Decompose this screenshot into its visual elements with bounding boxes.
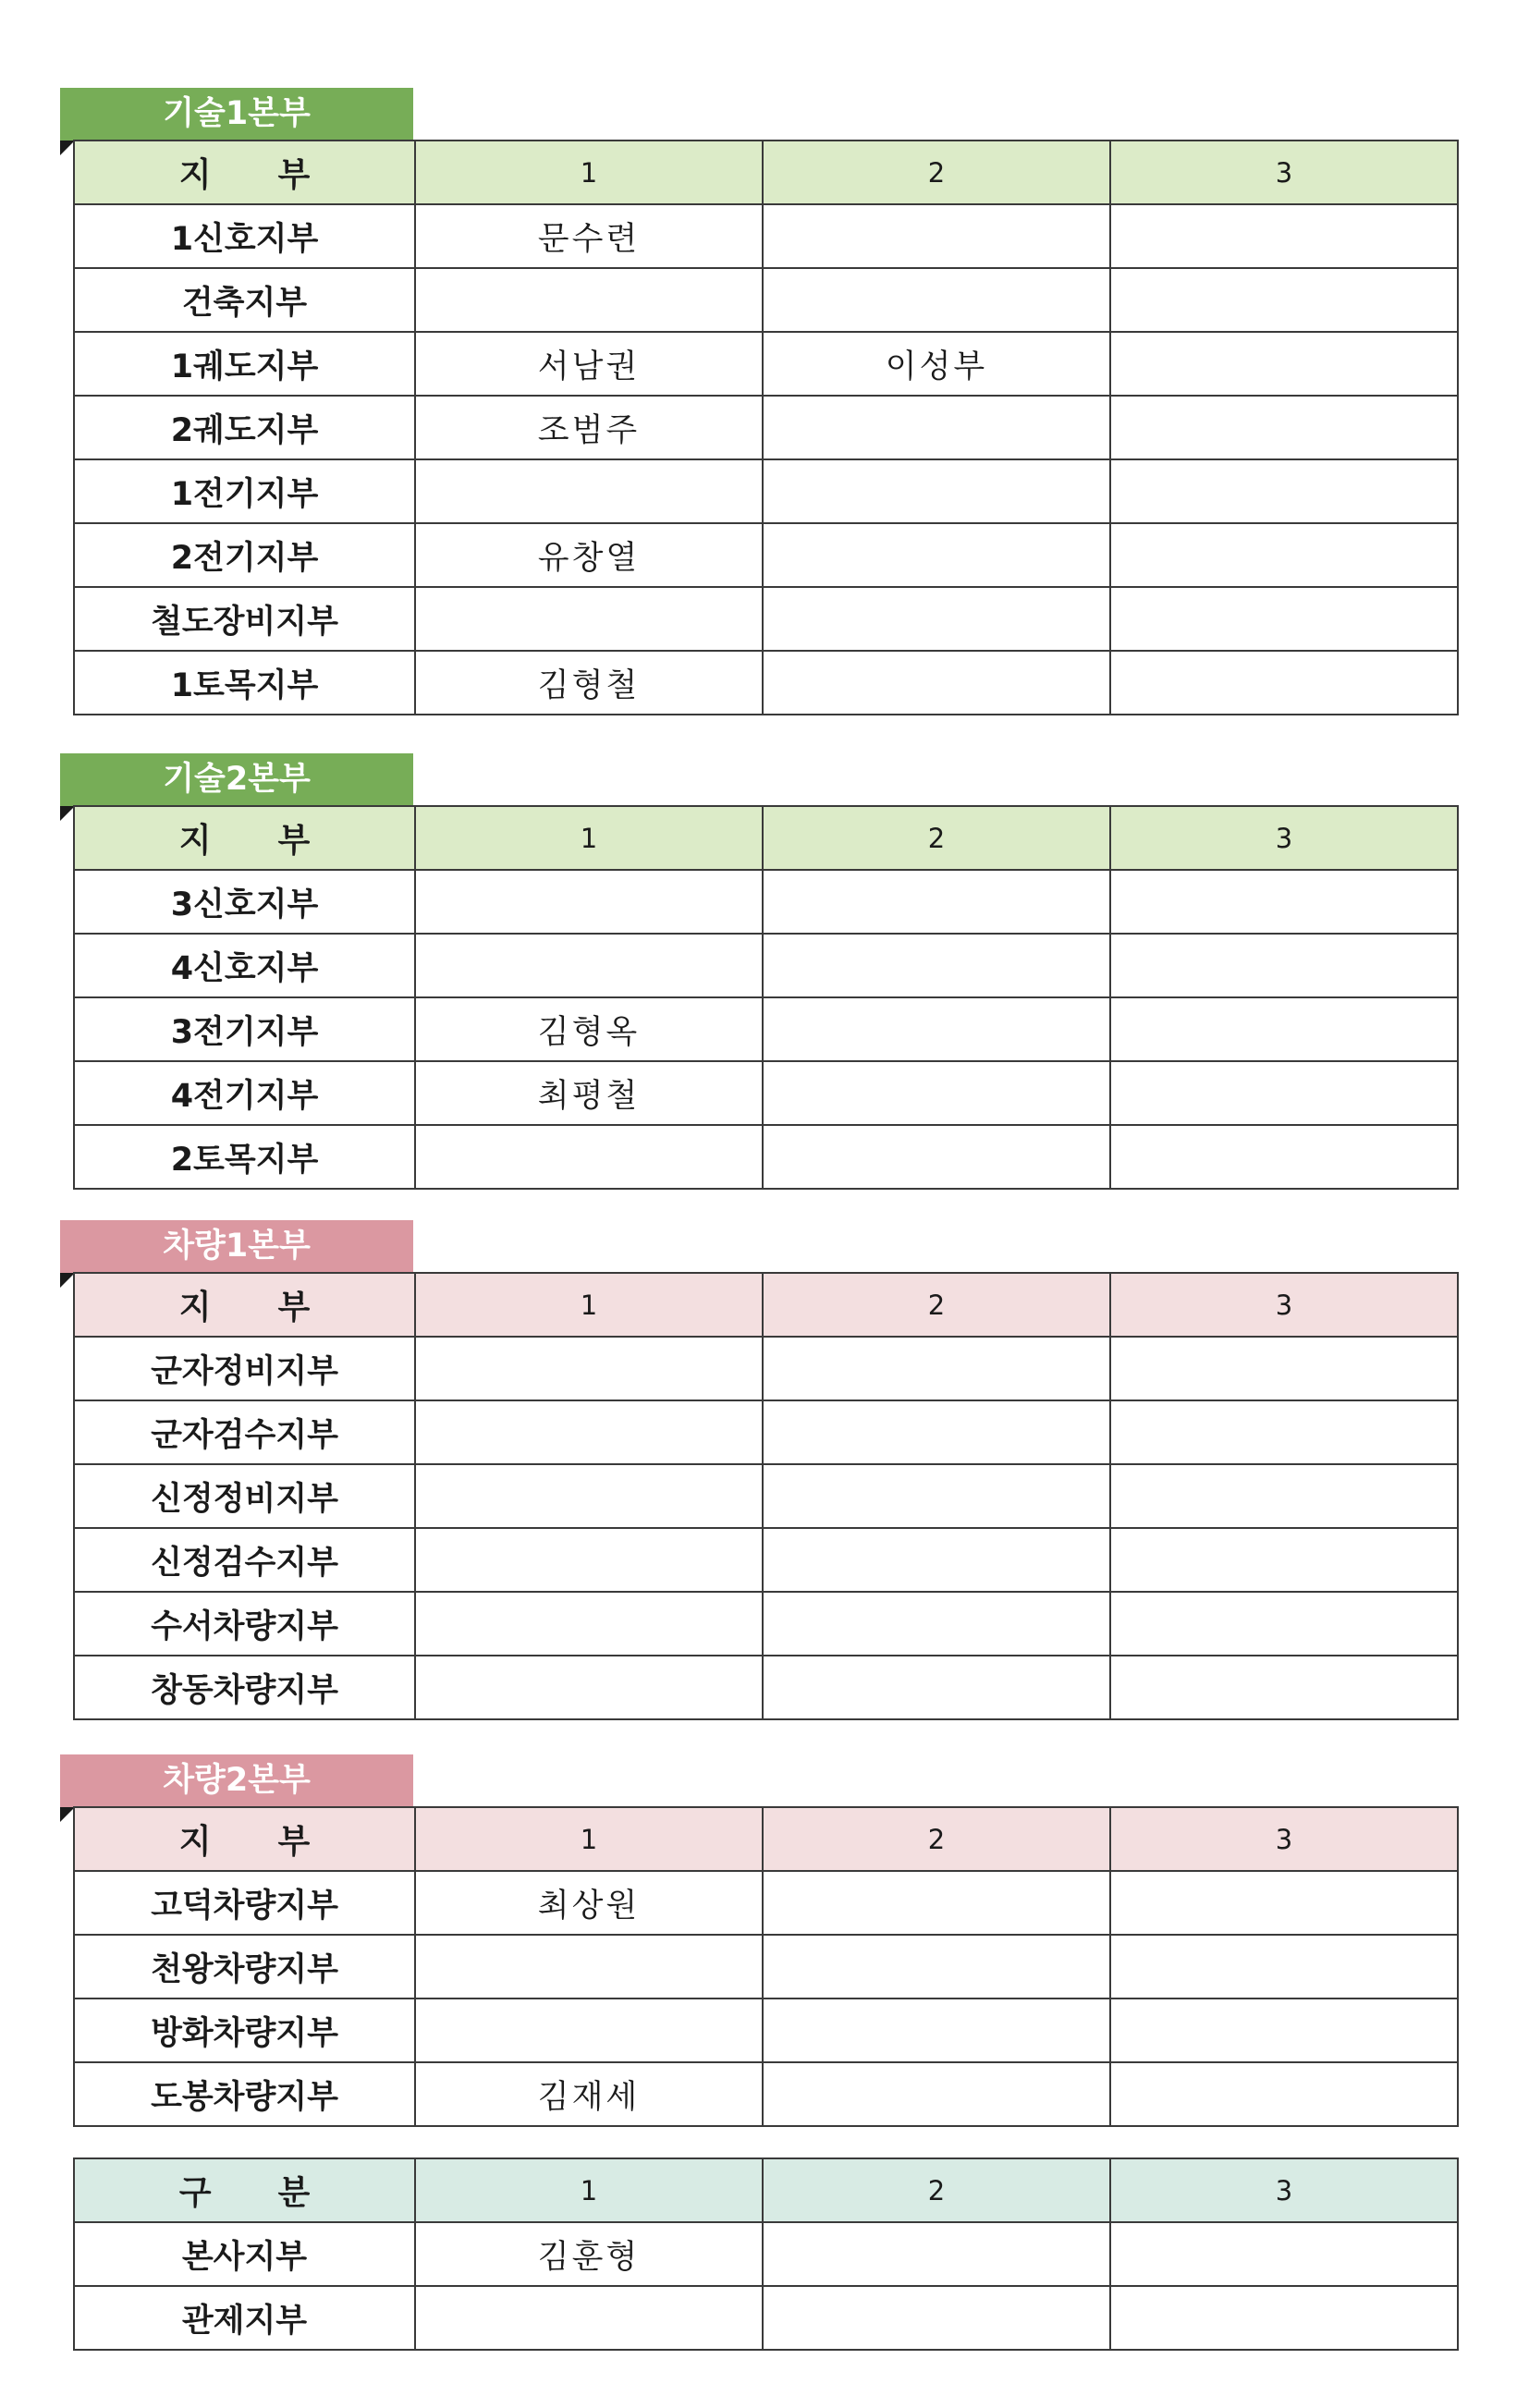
- branch-name: 천왕차량지부: [74, 1935, 415, 1999]
- member-cell: [415, 268, 763, 332]
- member-cell: [763, 934, 1110, 997]
- header-col-1: 1: [415, 2158, 763, 2222]
- table-row: [74, 1528, 1458, 1592]
- branch-name: 군자검수지부: [74, 1400, 415, 1464]
- member-cell: [415, 1400, 763, 1464]
- table-row: [74, 2286, 1458, 2350]
- member-cell: 김형철: [415, 651, 763, 715]
- header-col-2: 2: [763, 806, 1110, 870]
- header-branch-label: 지 부: [74, 1807, 415, 1871]
- branch-name: 신정검수지부: [74, 1528, 415, 1592]
- member-cell: [1110, 268, 1458, 332]
- member-cell: [1110, 1656, 1458, 1719]
- branch-name: 군자정비지부: [74, 1337, 415, 1400]
- member-cell: [763, 1464, 1110, 1528]
- branch-table: [73, 2157, 1459, 2351]
- member-cell: 김훈형: [415, 2222, 763, 2286]
- branch-name: 3전기지부: [74, 997, 415, 1061]
- member-cell: [1110, 1061, 1458, 1125]
- member-cell: [1110, 651, 1458, 715]
- member-cell: [415, 1464, 763, 1528]
- member-cell: [763, 1935, 1110, 1999]
- member-cell: [415, 1592, 763, 1656]
- member-cell: [1110, 2222, 1458, 2286]
- member-cell: [415, 1999, 763, 2062]
- table-row: [74, 587, 1458, 651]
- branch-name: 고덕차량지부: [74, 1871, 415, 1935]
- member-cell: 김형옥: [415, 997, 763, 1061]
- table-row: [74, 934, 1458, 997]
- branch-name: 1전기지부: [74, 459, 415, 523]
- member-cell: [1110, 2286, 1458, 2350]
- header-category-label: 구 분: [74, 2158, 415, 2222]
- header-col-1: 1: [415, 1273, 763, 1337]
- member-cell: [1110, 587, 1458, 651]
- member-cell: [763, 1528, 1110, 1592]
- member-cell: [1110, 2062, 1458, 2126]
- member-cell: [763, 1999, 1110, 2062]
- header-col-2: 2: [763, 2158, 1110, 2222]
- member-cell: [415, 934, 763, 997]
- branch-name: 2궤도지부: [74, 396, 415, 459]
- branch-name: 3신호지부: [74, 870, 415, 934]
- member-cell: [415, 1337, 763, 1400]
- section-title: 차량1본부: [163, 1228, 311, 1265]
- branch-name: 건축지부: [74, 268, 415, 332]
- branch-name: 본사지부: [74, 2222, 415, 2286]
- member-cell: 최평철: [415, 1061, 763, 1125]
- member-cell: [763, 459, 1110, 523]
- branch-name: 방화차량지부: [74, 1999, 415, 2062]
- member-cell: [763, 523, 1110, 587]
- branch-name: 2토목지부: [74, 1125, 415, 1189]
- branch-name: 1신호지부: [74, 204, 415, 268]
- branch-name: 수서차량지부: [74, 1592, 415, 1656]
- member-cell: 최상원: [415, 1871, 763, 1935]
- table-row: [74, 204, 1458, 268]
- branch-name: 2전기지부: [74, 523, 415, 587]
- table-row: [74, 459, 1458, 523]
- header-col-2: 2: [763, 141, 1110, 204]
- header-col-1: 1: [415, 141, 763, 204]
- member-cell: [415, 1125, 763, 1189]
- branch-table: [73, 1272, 1459, 1720]
- member-cell: [763, 587, 1110, 651]
- member-cell: [763, 396, 1110, 459]
- header-branch-label: 지 부: [74, 1273, 415, 1337]
- header-branch-label: 지 부: [74, 806, 415, 870]
- header-col-2: 2: [763, 1273, 1110, 1337]
- header-branch-label: 지 부: [74, 141, 415, 204]
- table-row: [74, 1592, 1458, 1656]
- member-cell: [763, 2222, 1110, 2286]
- member-cell: [1110, 1464, 1458, 1528]
- branch-name: 4신호지부: [74, 934, 415, 997]
- branch-name: 1궤도지부: [74, 332, 415, 396]
- section-title-tab: [60, 1754, 413, 1807]
- member-cell: [763, 1061, 1110, 1125]
- table-row: [74, 997, 1458, 1061]
- header-col-3: 3: [1110, 1273, 1458, 1337]
- header-col-3: 3: [1110, 141, 1458, 204]
- member-cell: [763, 651, 1110, 715]
- table-header-row: [74, 1273, 1458, 1337]
- member-cell: [1110, 396, 1458, 459]
- header-col-1: 1: [415, 806, 763, 870]
- member-cell: [763, 1656, 1110, 1719]
- member-cell: 서남권: [415, 332, 763, 396]
- table-row: [74, 1656, 1458, 1719]
- member-cell: [415, 870, 763, 934]
- member-cell: [1110, 1528, 1458, 1592]
- member-cell: [1110, 1125, 1458, 1189]
- branch-name: 창동차량지부: [74, 1656, 415, 1719]
- member-cell: [763, 268, 1110, 332]
- member-cell: [763, 997, 1110, 1061]
- table-row: [74, 2222, 1458, 2286]
- table-header-row: [74, 806, 1458, 870]
- member-cell: [763, 2062, 1110, 2126]
- member-cell: [415, 1935, 763, 1999]
- member-cell: [1110, 1935, 1458, 1999]
- table-header-row: [74, 2158, 1458, 2222]
- header-col-1: 1: [415, 1807, 763, 1871]
- member-cell: [415, 587, 763, 651]
- table-row: [74, 1061, 1458, 1125]
- table-row: [74, 396, 1458, 459]
- member-cell: [1110, 1337, 1458, 1400]
- member-cell: [415, 459, 763, 523]
- table-row: [74, 870, 1458, 934]
- table-row: [74, 1337, 1458, 1400]
- member-cell: [763, 1400, 1110, 1464]
- member-cell: [415, 1528, 763, 1592]
- table-row: [74, 1871, 1458, 1935]
- member-cell: [1110, 934, 1458, 997]
- branch-table: [73, 805, 1459, 1190]
- table-row: [74, 268, 1458, 332]
- section-title-tab: [60, 88, 413, 141]
- member-cell: [1110, 459, 1458, 523]
- member-cell: [763, 1871, 1110, 1935]
- table-header-row: [74, 141, 1458, 204]
- member-cell: [415, 2286, 763, 2350]
- table-header-row: [74, 1807, 1458, 1871]
- member-cell: 김재세: [415, 2062, 763, 2126]
- member-cell: [763, 2286, 1110, 2350]
- member-cell: [1110, 1999, 1458, 2062]
- header-col-3: 3: [1110, 1807, 1458, 1871]
- table-row: [74, 1935, 1458, 1999]
- member-cell: [1110, 1400, 1458, 1464]
- member-cell: [763, 870, 1110, 934]
- member-cell: [1110, 1871, 1458, 1935]
- table-row: [74, 1999, 1458, 2062]
- branch-name: 도봉차량지부: [74, 2062, 415, 2126]
- branch-table: [73, 140, 1459, 715]
- member-cell: 문수련: [415, 204, 763, 268]
- member-cell: [763, 1337, 1110, 1400]
- member-cell: 유창열: [415, 523, 763, 587]
- member-cell: [1110, 204, 1458, 268]
- branch-name: 철도장비지부: [74, 587, 415, 651]
- table-row: [74, 1125, 1458, 1189]
- branch-name: 1토목지부: [74, 651, 415, 715]
- header-col-3: 3: [1110, 806, 1458, 870]
- member-cell: 이성부: [763, 332, 1110, 396]
- table-row: [74, 2062, 1458, 2126]
- member-cell: [1110, 332, 1458, 396]
- section-title-tab: [60, 1220, 413, 1273]
- table-row: [74, 1400, 1458, 1464]
- member-cell: [763, 1125, 1110, 1189]
- header-col-3: 3: [1110, 2158, 1458, 2222]
- branch-name: 신정정비지부: [74, 1464, 415, 1528]
- branch-table: [73, 1806, 1459, 2127]
- table-row: [74, 332, 1458, 396]
- member-cell: [1110, 997, 1458, 1061]
- member-cell: [1110, 523, 1458, 587]
- section-title-tab: [60, 753, 413, 806]
- branch-name: 4전기지부: [74, 1061, 415, 1125]
- section-title: 기술2본부: [163, 761, 311, 798]
- table-row: [74, 651, 1458, 715]
- branch-name: 관제지부: [74, 2286, 415, 2350]
- member-cell: [763, 204, 1110, 268]
- member-cell: [763, 1592, 1110, 1656]
- member-cell: [1110, 1592, 1458, 1656]
- table-row: [74, 1464, 1458, 1528]
- header-col-2: 2: [763, 1807, 1110, 1871]
- table-row: [74, 523, 1458, 587]
- section-title: 차량2본부: [163, 1762, 311, 1799]
- member-cell: [1110, 870, 1458, 934]
- section-title: 기술1본부: [163, 95, 311, 132]
- member-cell: 조범주: [415, 396, 763, 459]
- member-cell: [415, 1656, 763, 1719]
